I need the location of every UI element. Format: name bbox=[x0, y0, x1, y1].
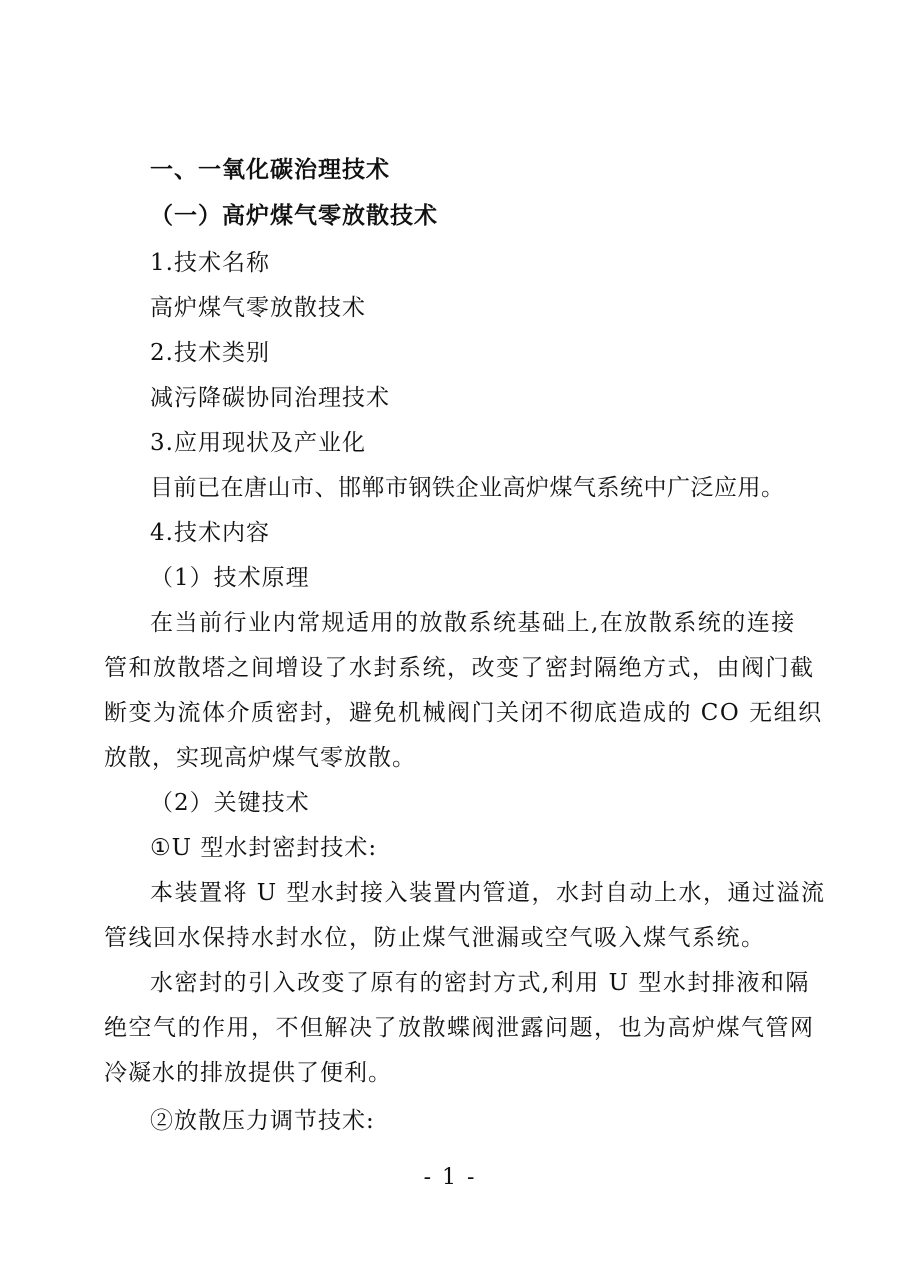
key1-para2-line-1: 水密封的引入改变了原有的密封方式,利用 U 型水封排液和隔 bbox=[150, 970, 810, 996]
item3-heading: 3.应用现状及产业化 bbox=[150, 430, 366, 456]
key1-heading: ①U 型水封密封技术: bbox=[150, 835, 378, 861]
key1-para2-line-3: 冷凝水的排放提供了便利。 bbox=[104, 1060, 392, 1086]
key1-para1-line-2: 管线回水保持水封水位，防止煤气泄漏或空气吸入煤气系统。 bbox=[104, 925, 766, 951]
item2-text: 减污降碳协同治理技术 bbox=[150, 385, 390, 411]
item4-heading: 4.技术内容 bbox=[150, 520, 270, 546]
key2-heading: ②放散压力调节技术: bbox=[150, 1108, 375, 1134]
principle-line-3: 断变为流体介质密封，避免机械阀门关闭不彻底造成的 CO 无组织 bbox=[104, 700, 823, 726]
subsection-title: （一）高炉煤气零放散技术 bbox=[150, 202, 438, 229]
principle-line-4: 放散，实现高炉煤气零放散。 bbox=[104, 745, 416, 771]
item2-heading: 2.技术类别 bbox=[150, 340, 270, 366]
principle-line-1: 在当前行业内常规适用的放散系统基础上,在放散系统的连接 bbox=[150, 610, 796, 636]
item1-heading: 1.技术名称 bbox=[150, 250, 270, 276]
principle-line-2: 管和放散塔之间增设了水封系统，改变了密封隔绝方式，由阀门截 bbox=[104, 655, 815, 681]
section-title: 一、一氧化碳治理技术 bbox=[150, 157, 390, 183]
principle-heading: （1）技术原理 bbox=[150, 565, 310, 591]
item3-text: 目前已在唐山市、邯郸市钢铁企业高炉煤气系统中广泛应用。 bbox=[150, 475, 785, 501]
page-number: - 1 - bbox=[423, 1165, 477, 1190]
key1-para1-line-1: 本装置将 U 型水封接入装置内管道，水封自动上水，通过溢流 bbox=[150, 880, 826, 906]
key-heading: （2）关键技术 bbox=[150, 790, 310, 816]
item1-text: 高炉煤气零放散技术 bbox=[150, 295, 366, 321]
key1-para2-line-2: 绝空气的作用，不但解决了放散蝶阀泄露问题，也为高炉煤气管网 bbox=[104, 1015, 815, 1041]
